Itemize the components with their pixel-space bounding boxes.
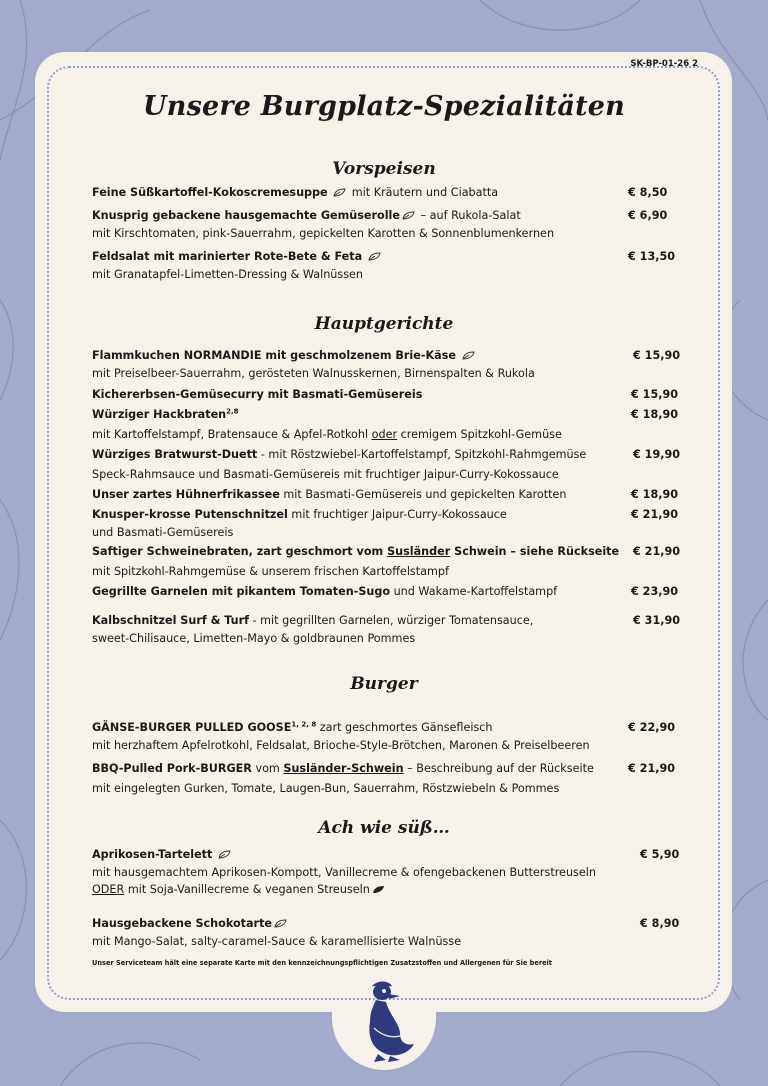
item-desc-b2: – Beschreibung auf der Rückseite <box>407 762 594 775</box>
item-price-h9: € 31,90 <box>633 614 681 627</box>
item-price-v2: € 6,90 <box>628 209 668 222</box>
allergen-note: Unser Serviceteam hält eine separate Karte mit den kennzeichnungspflichtigen Zusatzstoffen und Allergenen für Sie bereit <box>92 959 552 967</box>
menu-item-name <box>92 349 477 363</box>
duck-logo-icon <box>356 978 416 1062</box>
item-price-h5: € 18,90 <box>631 488 679 501</box>
item-name-h7a: Saftiger Schweinebraten, zart geschmort vom <box>92 545 384 558</box>
allergen-sup-h3: 2,8 <box>226 407 239 416</box>
item-price-h8: € 23,90 <box>631 585 679 598</box>
menu-item-name <box>92 917 289 931</box>
menu-item-name <box>92 585 557 599</box>
item-name-v3: Feldsalat mit marinierter Rote-Bete & Feta <box>92 250 363 263</box>
item-vom-b2: vom <box>255 762 280 775</box>
item-name-h9: Kalbschnitzel Surf & Turf <box>92 614 249 627</box>
allergen-sup-b1: 1, 2, 8 <box>291 720 317 729</box>
item-desc-h3b: cremigem Spitzkohl-Gemüse <box>400 428 562 441</box>
item-name-h4: Würziges Bratwurst-Duett <box>92 448 258 461</box>
menu-item-name <box>92 848 233 862</box>
menu-item-name <box>92 209 521 223</box>
item-desc-h3a: mit Kartoffelstampf, Bratensauce & Apfel-Rotkohl <box>92 428 369 441</box>
item-desc-h4: - mit Röstzwiebel-Kartoffelstampf, Spitzkohl-Rahmgemüse <box>260 448 587 461</box>
menu-item-name <box>92 545 619 559</box>
item-desc-d1-line3 <box>92 883 387 897</box>
item-price-h3: € 18,90 <box>631 408 679 421</box>
item-name-b1: GÄNSE-BURGER PULLED GOOSE <box>92 721 292 734</box>
item-desc-b1: zart geschmortes Gänsefleisch <box>319 721 493 734</box>
menu-item-name <box>92 762 594 776</box>
item-desc-d1-line2: mit hausgemachtem Aprikosen-Kompott, Vanillecreme & ofengebackenen Butterstreuseln <box>92 866 596 879</box>
item-price-v3: € 13,50 <box>628 250 676 263</box>
item-desc-v2-line2: mit Kirschtomaten, pink-Sauerrahm, gepickelten Karotten & Sonnenblumenkernen <box>92 227 555 240</box>
menu-item-name <box>92 186 498 200</box>
document-code: SK-BP-01-26 2 <box>630 59 698 69</box>
section-title-dessert: Ach wie süß… <box>318 818 450 838</box>
item-name-h8: Gegrillte Garnelen mit pikantem Tomaten-Sugo <box>92 585 391 598</box>
vegetarian-leaf-icon <box>274 919 287 928</box>
item-or-d1: ODER <box>92 883 125 896</box>
item-name-b2: BBQ-Pulled Pork-BURGER <box>92 762 252 775</box>
vegetarian-leaf-icon <box>368 252 381 261</box>
vegetarian-leaf-icon <box>402 211 415 220</box>
item-price-d1: € 5,90 <box>640 848 680 861</box>
item-price-d2: € 8,90 <box>640 917 680 930</box>
item-price-h2: € 15,90 <box>631 388 679 401</box>
menu-item-name <box>92 614 533 628</box>
item-name-h7b: Schwein – siehe Rückseite <box>454 545 620 558</box>
item-desc-h6-line2: und Basmati-Gemüsereis <box>92 526 234 539</box>
item-price-h7: € 21,90 <box>633 545 681 558</box>
item-price-h1: € 15,90 <box>633 349 681 362</box>
item-desc-h9: - mit gegrillten Garnelen, würziger Tomatensauce, <box>252 614 534 627</box>
item-desc-v2: – auf Rukola-Salat <box>420 209 521 222</box>
item-name-h6: Knusper-krosse Putenschnitzel <box>92 508 288 521</box>
section-title-vorspeisen: Vorspeisen <box>332 159 436 179</box>
vegetarian-leaf-icon <box>218 850 231 859</box>
item-desc-h6: mit fruchtiger Jaipur-Curry-Kokossauce <box>291 508 507 521</box>
item-price-v1: € 8,50 <box>628 186 668 199</box>
menu-item-name <box>92 508 507 522</box>
item-name-v2: Knusprig gebackene hausgemachte Gemüserolle <box>92 209 400 222</box>
item-desc-b1-line2: mit herzhaftem Apfelrotkohl, Feldsalat, Brioche-Style-Brötchen, Maronen & Preiselbeeren <box>92 739 590 752</box>
item-name-d2: Hausgebackene Schokotarte <box>92 917 273 930</box>
item-name-h7u: Susländer <box>387 545 451 558</box>
vegan-leaf-icon <box>372 885 385 894</box>
page-title: Unsere Burgplatz-Spezialitäten <box>143 91 625 122</box>
item-price-h4: € 19,90 <box>633 448 681 461</box>
item-name-h1: Flammkuchen NORMANDIE mit geschmolzenem Brie-Käse <box>92 349 456 362</box>
item-desc-b2-line2: mit eingelegten Gurken, Tomate, Laugen-Bun, Sauerrahm, Röstzwiebeln & Pommes <box>92 782 560 795</box>
item-name-v1: Feine Süßkartoffel-Kokoscremesuppe <box>92 186 328 199</box>
menu-item-name <box>92 250 383 264</box>
item-desc-d2-line2: mit Mango-Salat, salty-caramel-Sauce & karamellisierte Walnüsse <box>92 935 462 948</box>
item-price-h6: € 21,90 <box>631 508 679 521</box>
section-title-hauptgerichte: Hauptgerichte <box>314 314 454 334</box>
vegetarian-leaf-icon <box>462 351 475 360</box>
menu-item-name <box>92 721 493 735</box>
item-desc-v3-line2: mit Granatapfel-Limetten-Dressing & Walnüssen <box>92 268 364 281</box>
item-name-d1: Aprikosen-Tartelett <box>92 848 213 861</box>
item-desc-h3-line2 <box>92 428 562 442</box>
item-price-b1: € 22,90 <box>628 721 676 734</box>
item-desc-h9-line2: sweet-Chilisauce, Limetten-Mayo & goldbraunen Pommes <box>92 632 416 645</box>
vegetarian-leaf-icon <box>333 188 346 197</box>
menu-item-name <box>92 448 586 462</box>
menu-item-name <box>92 408 239 422</box>
item-or-h3: oder <box>371 428 398 441</box>
section-title-burger: Burger <box>350 674 418 694</box>
item-name-h5: Unser zartes Hühnerfrikassee <box>92 488 280 501</box>
item-name-b2u: Susländer-Schwein <box>283 762 404 775</box>
item-price-b2: € 21,90 <box>628 762 676 775</box>
item-desc-h1-line2: mit Preiselbeer-Sauerrahm, gerösteten Walnusskernen, Birnenspalten & Rukola <box>92 367 535 380</box>
item-name-h2: Kichererbsen-Gemüsecurry mit Basmati-Gemüsereis <box>92 388 423 401</box>
item-desc-h8: und Wakame-Kartoffelstampf <box>393 585 558 598</box>
item-desc-v1: mit Kräutern und Ciabatta <box>351 186 499 199</box>
item-name-h3: Würziger Hackbraten <box>92 408 227 421</box>
item-desc-h4-line2: Speck-Rahmsauce und Basmati-Gemüsereis mit fruchtiger Jaipur-Curry-Kokossauce <box>92 468 559 481</box>
item-desc-h7-line2: mit Spitzkohl-Rahmgemüse & unserem frischen Kartoffelstampf <box>92 565 449 578</box>
menu-item-name <box>92 488 567 502</box>
item-desc-d1c: mit Soja-Vanillecreme & veganen Streuseln <box>127 883 370 896</box>
item-desc-h5: mit Basmati-Gemüsereis und gepickelten Karotten <box>283 488 567 501</box>
